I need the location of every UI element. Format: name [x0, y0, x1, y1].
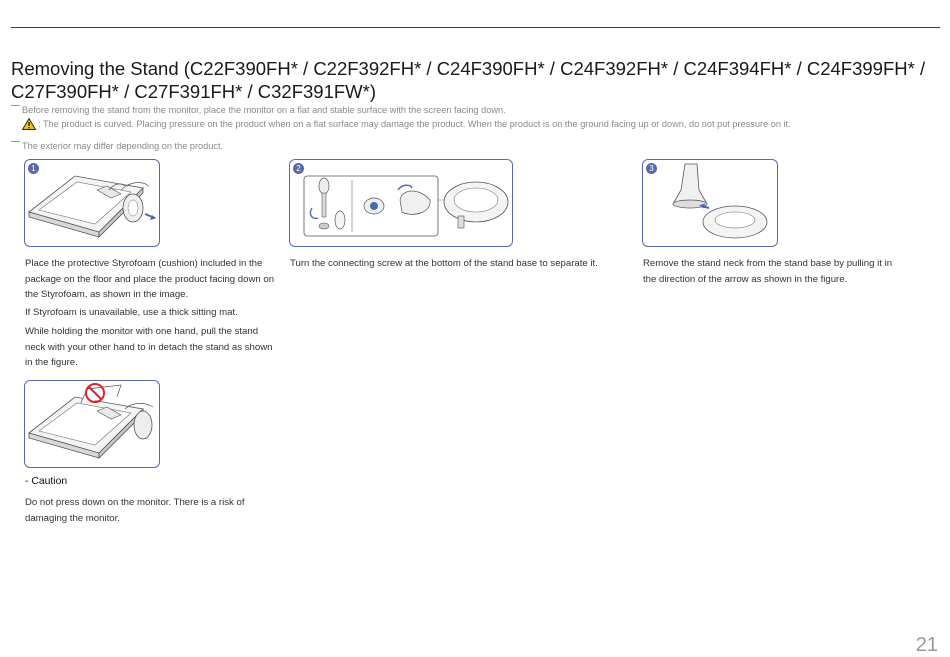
top-rule	[11, 27, 940, 28]
step-1-badge: 1	[28, 163, 39, 174]
note-dash	[11, 141, 20, 142]
page-number: 21	[915, 634, 938, 656]
figure-step-3	[642, 159, 778, 247]
step-3-illustration	[643, 160, 777, 246]
warning-icon	[22, 118, 36, 130]
figure-step-2	[289, 159, 513, 247]
step-2-badge: 2	[293, 163, 304, 174]
caution-title: - Caution	[25, 476, 68, 487]
page-title: Removing the Stand (C22F390FH* / C22F392FH* / C24F390FH* / C24F392FH* / C24F394FH* / C24F399FH* / C27F390FH* / C27F391FH* / C32F391FW*)	[11, 58, 926, 103]
warning-note	[22, 118, 791, 130]
step-2-paragraph-1: Turn the connecting screw at the bottom of the stand base to separate it.	[290, 258, 598, 269]
step-1-paragraph-2: If Styrofoam is unavailable, use a thick sitting mat.	[25, 307, 238, 318]
note-dash	[11, 105, 20, 106]
step-1-paragraph-1: Place the protective Styrofoam (cushion) included in the package on the floor and place the product facing down on the Styrofoam, as shown in the image.	[25, 258, 275, 300]
step-1-illustration	[25, 160, 159, 246]
step-2-illustration	[290, 160, 512, 246]
note-1-text: Before removing the stand from the monitor, place the monitor on a flat and stable surface with the screen facing down.	[22, 105, 506, 115]
note-2	[11, 140, 223, 152]
step-3-paragraph-1: Remove the stand neck from the stand base by pulling it in the direction of the arrow as shown in the figure.	[643, 258, 893, 285]
figure-step-1	[24, 159, 160, 247]
caution-text: Do not press down on the monitor. There is a risk of damaging the monitor.	[25, 497, 245, 524]
note-1	[11, 104, 506, 116]
warning-text: : The product is curved. Placing pressure on the product when on a flat surface may damage the product. When the product is on the ground facing up or down, do not put pressure on it.	[38, 119, 791, 129]
step-1-paragraph-3: While holding the monitor with one hand, pull the stand neck with your other hand to in detach the stand as shown in the figure.	[25, 326, 273, 368]
caution-illustration	[25, 381, 159, 467]
figure-caution	[24, 380, 160, 468]
note-2-text: The exterior may differ depending on the product.	[22, 141, 224, 151]
step-3-badge: 3	[646, 163, 657, 174]
